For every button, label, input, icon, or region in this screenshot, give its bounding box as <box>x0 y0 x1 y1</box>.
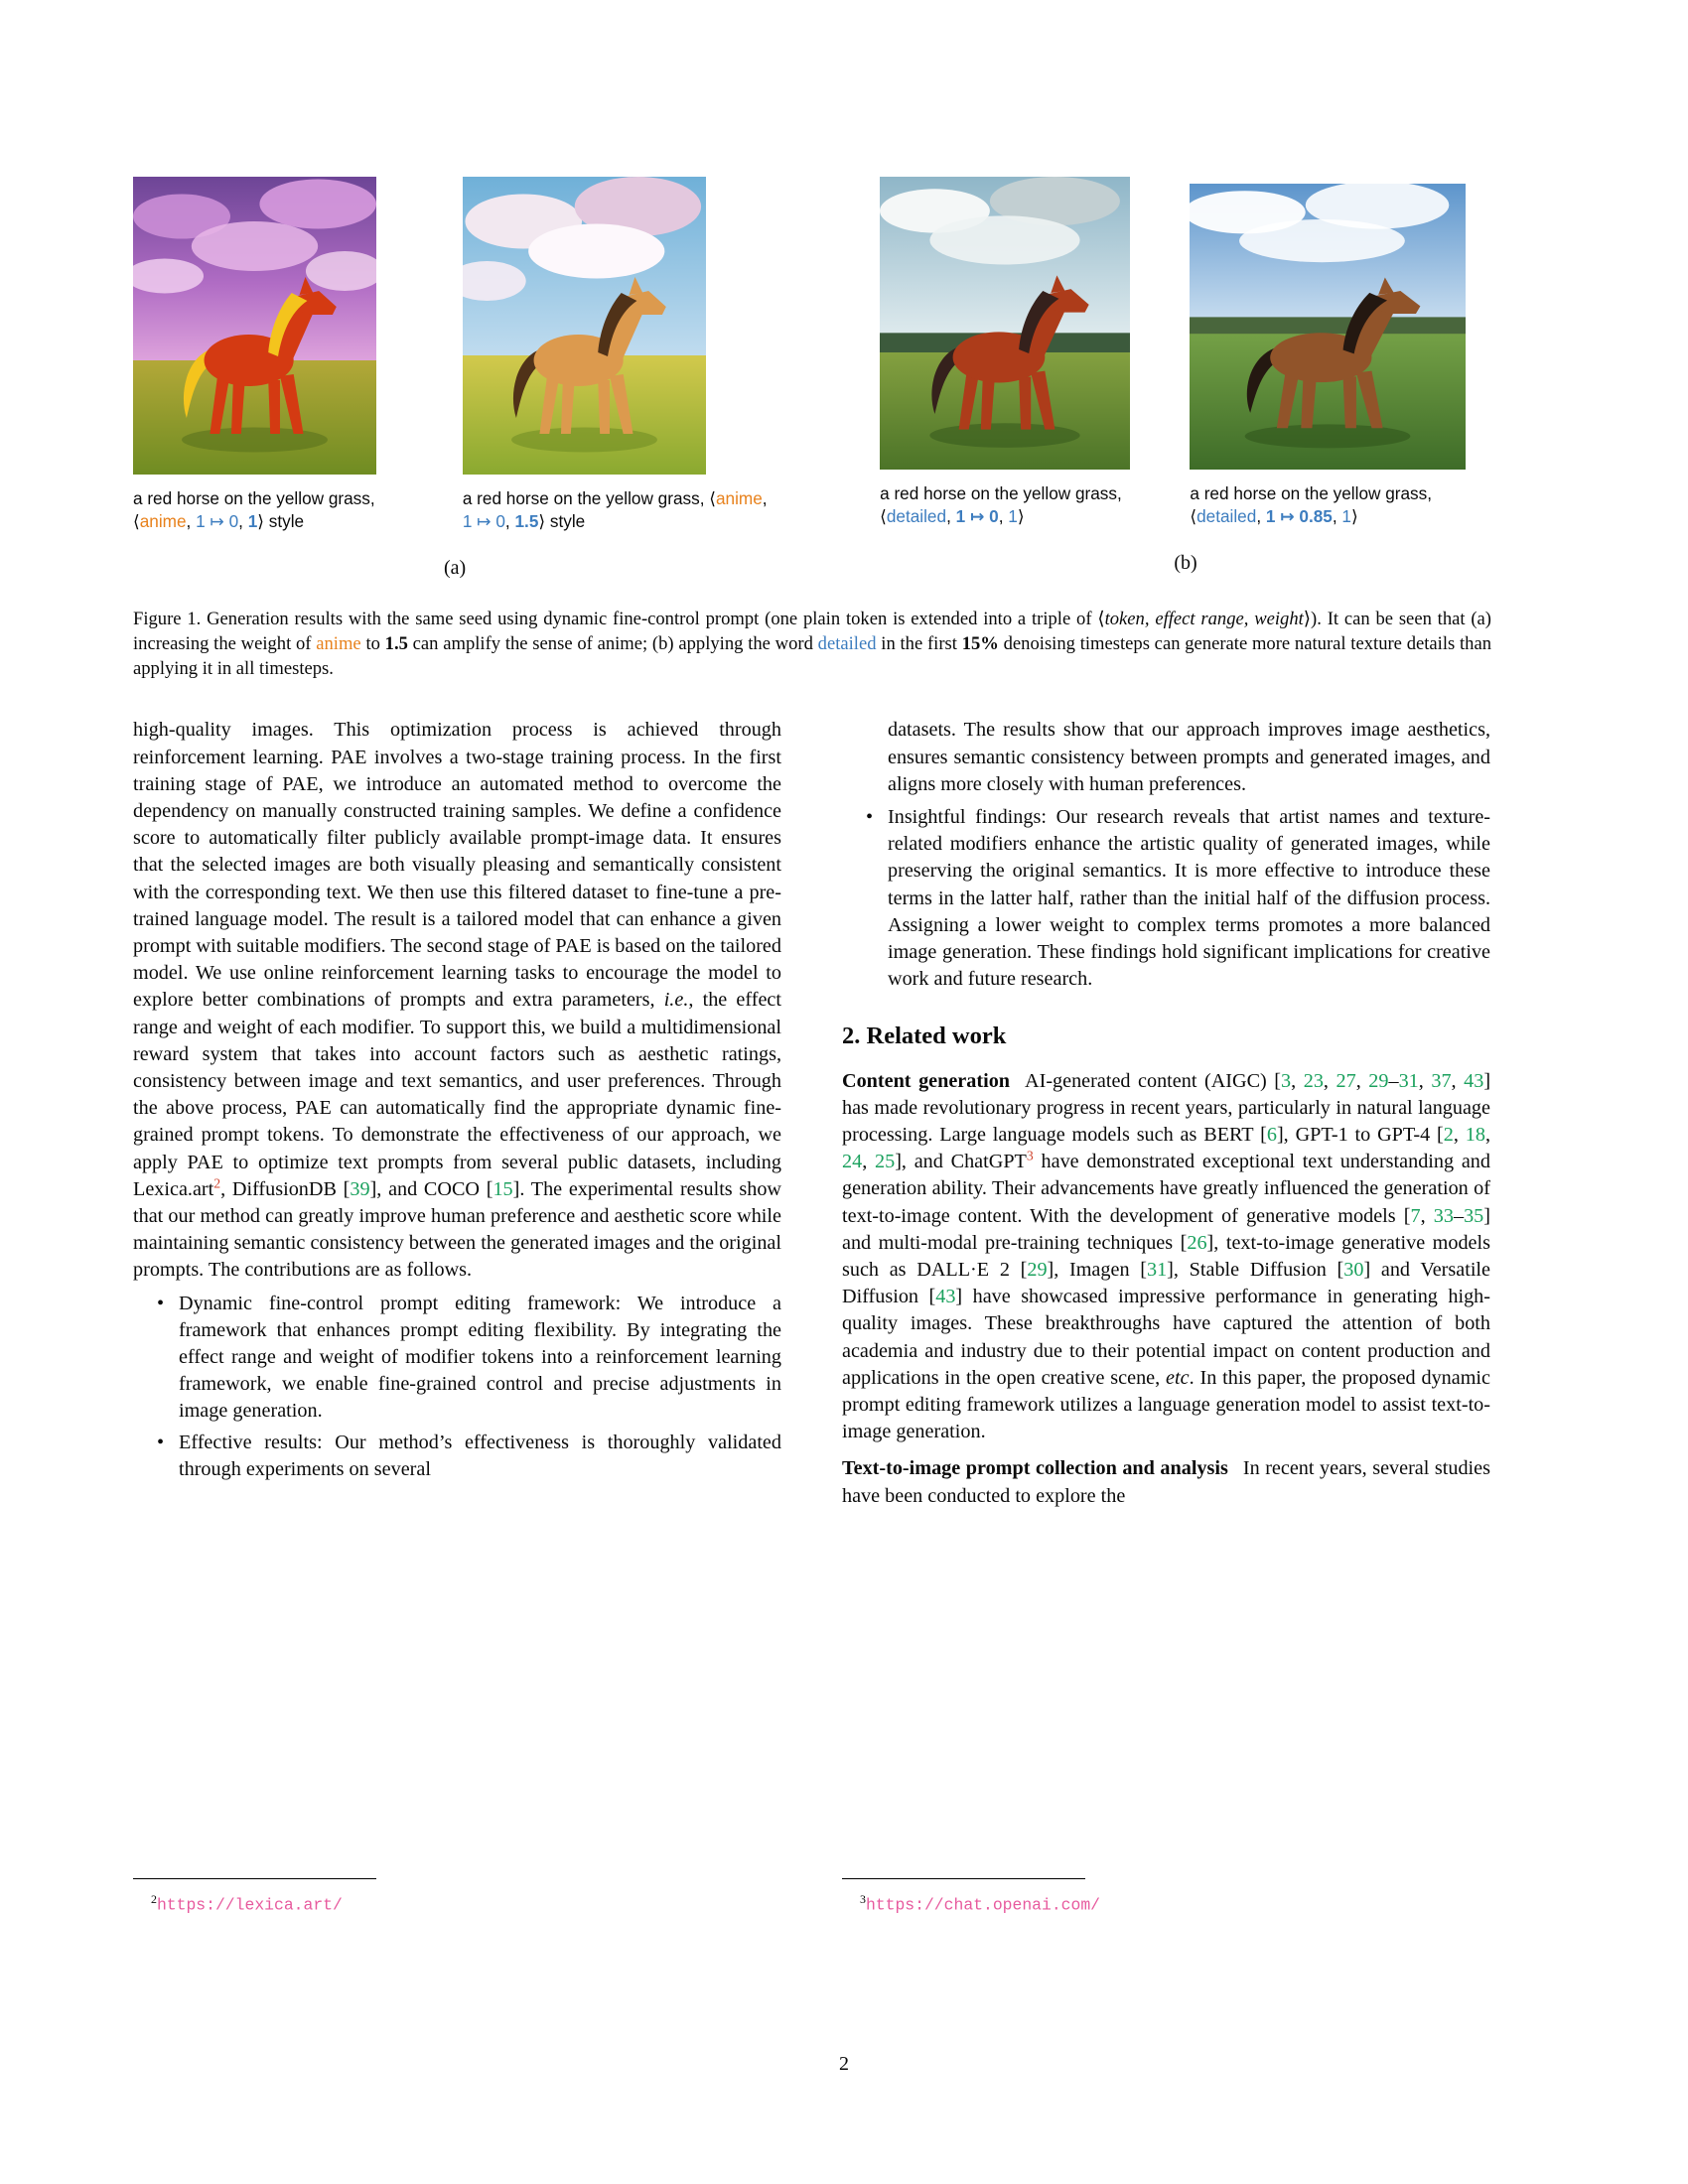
citation-link[interactable]: 39 <box>350 1177 370 1200</box>
citation-link[interactable]: 43 <box>1464 1069 1484 1092</box>
footnote-url-link[interactable]: https://chat.openai.com/ <box>865 1895 1101 1915</box>
bullet-item-insightful-findings <box>842 804 1490 993</box>
text-segment: , <box>1256 506 1266 526</box>
text-segment: 1 ↦ 0 <box>196 511 239 531</box>
text-segment: ⟩ style <box>538 511 586 531</box>
text-segment: a red horse on the yellow grass, ⟨ <box>133 488 375 531</box>
text-segment: In recent years, several studies have been conducted to explore the <box>842 1457 1490 1507</box>
text-segment: token, effect range, weight <box>1104 609 1304 629</box>
text-segment: , <box>186 511 197 531</box>
citation-link[interactable]: 23 <box>1303 1069 1324 1092</box>
text-segment: 1 ↦ 0 <box>462 511 505 531</box>
text-segment: , the effect range and weight of each modifier. To support this, we build a multidimensional reward system that takes into account factors such as aesthetic ratings, consistency between image and text semantics, and user preferences. Through the above process, PAE can automatically find the appropriate dynamic fine-grained prompt tokens. To demonstrate the effectiveness of our approach, we apply PAE to optimize text prompts from several public datasets, including Lexica.art <box>133 989 781 1200</box>
subfigure-a1 <box>133 177 437 533</box>
text-segment: datasets. The results show that our approach improves image aesthetics, ensures semantic consistency between prompts and generated images, and aligns more closely with human preferences. <box>888 719 1490 795</box>
text-segment: , <box>1453 1124 1466 1147</box>
text-segment: – <box>1453 1204 1465 1227</box>
subfigure-b1 <box>880 177 1164 528</box>
subfigure-caption-a1 <box>133 487 437 533</box>
text-segment: 1.5 <box>384 632 408 654</box>
text-segment: , <box>1420 1204 1434 1227</box>
citation-link[interactable]: 27 <box>1336 1069 1356 1092</box>
text-segment: ], GPT-1 to GPT-4 [ <box>1276 1124 1444 1147</box>
text-segment: ]. The experimental results show that our method can greatly improve human preference and aesthetic score while maintaining semantic consistency between the generated images and the original prompts. The contributions are as follows. <box>133 1177 781 1282</box>
text-segment: , <box>1323 1069 1336 1092</box>
bullet-item-effective-results <box>133 1430 781 1483</box>
figure-group-a <box>133 177 776 580</box>
text-segment: ], Imagen [ <box>1047 1259 1147 1282</box>
citation-link[interactable]: 26 <box>1187 1231 1207 1254</box>
citation-link[interactable]: 6 <box>1266 1124 1277 1147</box>
text-segment: anime <box>715 488 763 508</box>
text-segment: AI-generated content (AIGC) [ <box>1025 1069 1282 1092</box>
text-segment: 15% <box>961 632 999 654</box>
text-segment: , <box>862 1151 875 1173</box>
text-segment: , <box>946 506 956 526</box>
citation-link[interactable]: 18 <box>1465 1124 1485 1147</box>
text-segment: ], and COCO [ <box>369 1177 493 1200</box>
text-segment: denoising timesteps can generate more natural texture details than applying it in all timesteps. <box>133 632 1491 679</box>
bullet-continuation <box>842 717 1490 798</box>
text-segment: etc <box>1166 1366 1190 1389</box>
text-segment: ] have showcased impressive performance in generating high-quality images. These breakthroughs have captured the attention of both academia and industry due to their potential impact on content production and applications in the open creative scene, <box>842 1286 1490 1389</box>
text-segment: 1 ↦ 0.85 <box>1265 506 1333 526</box>
section-heading-related-work: 2. Related work <box>842 1023 1007 1050</box>
right-column <box>842 717 1490 1509</box>
text-segment: have demonstrated exceptional text understanding and generation ability. Their advancements have greatly influenced the generation of text-to-image content. With the development of generative models [ <box>842 1151 1490 1227</box>
figure-image-detailed-full <box>880 177 1130 470</box>
text-segment: i.e. <box>663 989 689 1012</box>
text-segment: ⟩ style <box>257 511 305 531</box>
text-segment: detailed <box>1196 506 1257 526</box>
horse-illustration-anime-2 <box>463 177 706 475</box>
subfigure-a2 <box>463 177 776 533</box>
text-segment: , <box>1332 506 1342 526</box>
text-segment: ⟩ <box>1017 506 1025 526</box>
citation-link[interactable]: 35 <box>1464 1204 1484 1227</box>
text-segment: anime <box>139 511 187 531</box>
text-segment: ] has made revolutionary progress in recent years, particularly in natural language processing. Large language models such as BERT [ <box>842 1069 1491 1147</box>
footnote-url-link[interactable]: https://lexica.art/ <box>156 1895 343 1915</box>
paragraph-pae-overview <box>133 717 781 1284</box>
citation-link[interactable]: 33 <box>1433 1204 1454 1227</box>
text-segment: , <box>1418 1069 1432 1092</box>
figure-image-row <box>133 177 1491 580</box>
text-segment: Figure 1. Generation results with the same seed using dynamic fine-control prompt (one plain token is extended into a triple of ⟨ <box>133 609 1105 629</box>
figure-group-b <box>880 177 1491 580</box>
text-segment: anime <box>316 632 361 654</box>
text-segment: , <box>1484 1124 1490 1147</box>
text-segment: Dynamic fine-control prompt editing framework: We introduce a framework that enhances prompt editing flexibility. By integrating the effect range and weight of modifier tokens into a reinforcement learning framework, we enable fine-grained control and precise adjustments in image generation. <box>179 1292 781 1423</box>
citation-link[interactable]: 15 <box>492 1177 513 1200</box>
paragraph-prompt-collection <box>842 1455 1490 1509</box>
citation-link[interactable]: 25 <box>875 1151 896 1173</box>
citation-link[interactable]: 30 <box>1343 1259 1364 1282</box>
subfigure-caption-b2 <box>1190 482 1491 528</box>
text-segment: . In this paper, the proposed dynamic prompt editing framework utilizes a language generation model to assist text-to-image generation. <box>842 1366 1490 1443</box>
subfigure-label-a: (a) <box>443 557 467 579</box>
footnote-chatgpt <box>842 1878 1490 1917</box>
contribution-list <box>133 1291 781 1483</box>
subfigure-label-b: (b) <box>1174 552 1197 574</box>
text-segment: , <box>998 506 1009 526</box>
horse-illustration-detailed-2 <box>1190 184 1466 470</box>
citation-link[interactable]: 43 <box>935 1286 956 1308</box>
figure-caption <box>133 608 1491 681</box>
text-segment: 1 ↦ 0 <box>955 506 999 526</box>
text-segment: , DiffusionDB [ <box>220 1177 351 1200</box>
citation-link[interactable]: 7 <box>1410 1204 1421 1227</box>
footnote-marker: 3 <box>860 1892 866 1906</box>
text-segment: , <box>504 511 515 531</box>
text-segment: Effective results: Our method’s effectiveness is thoroughly validated through experiments on several <box>179 1431 781 1480</box>
text-segment: a red horse on the yellow grass, ⟨ <box>880 483 1122 526</box>
text-segment: 1 <box>247 511 258 531</box>
left-column <box>133 717 781 1509</box>
citation-link[interactable]: 31 <box>1146 1259 1168 1282</box>
citation-link[interactable]: 2 <box>1443 1124 1454 1147</box>
figure-1 <box>133 177 1491 681</box>
figure-image-anime-weight1-5 <box>463 177 706 475</box>
text-segment: 1 <box>1008 506 1018 526</box>
page-content <box>133 0 1491 1510</box>
text-segment: detailed <box>817 632 877 654</box>
bullet-item-framework <box>133 1291 781 1426</box>
page-number: 2 <box>839 2053 849 2075</box>
body-columns <box>133 717 1491 1509</box>
text-segment: ] and Versatile Diffusion [ <box>842 1259 1490 1308</box>
citation-link[interactable]: 24 <box>842 1151 863 1173</box>
footnote-lexica <box>133 1878 781 1917</box>
text-segment: can amplify the sense of anime; (b) applying the word <box>407 632 818 654</box>
subfigure-caption-a2 <box>463 487 776 533</box>
contribution-list-continued <box>842 804 1490 993</box>
text-segment: detailed <box>886 506 947 526</box>
footnote-marker: 2 <box>151 1892 157 1906</box>
text-segment: , <box>1355 1069 1369 1092</box>
citation-link[interactable]: 29 <box>1368 1069 1389 1092</box>
subfigure-caption-b1 <box>880 482 1164 528</box>
text-segment: ], Stable Diffusion [ <box>1167 1259 1344 1282</box>
text-segment: a red horse on the yellow grass, ⟨ <box>462 488 716 508</box>
text-segment: , <box>762 488 768 508</box>
horse-illustration-detailed-1 <box>880 177 1130 470</box>
footnote-rule <box>842 1878 1085 1879</box>
horse-illustration-anime-1 <box>133 177 376 475</box>
text-segment: ⟩). It can be seen that (a) increasing the weight of <box>133 609 1491 654</box>
text-segment: ], and ChatGPT <box>895 1151 1027 1173</box>
text-segment: to <box>360 632 385 654</box>
subfigure-b2 <box>1190 184 1491 528</box>
footnote-ref[interactable]: 2 <box>213 1175 221 1191</box>
text-segment: – <box>1388 1069 1399 1092</box>
footnote-rule <box>133 1878 376 1879</box>
text-segment: , <box>238 511 248 531</box>
text-segment: 1.5 <box>514 511 539 531</box>
text-segment: ], text-to-image generative models such as DALL·E 2 [ <box>842 1231 1490 1282</box>
text-segment: high-quality images. This optimization process is achieved through reinforcement learning. PAE involves a two-stage training process. In the first training stage of PAE, we introduce an automated method to overcome the dependency on manually constructed training samples. We define a confidence score to automatically filter publicly available prompt-image data. It ensures that the selected images are both visually pleasing and semantically consistent with the corresponding text. We then use this filtered dataset to fine-tune a pre-trained language model. The result is a tailored model that can enhance a given prompt with suitable modifiers. The second stage of PAE is based on the tailored model. We use online reinforcement learning tasks to encourage the model to explore better combinations of prompts and extra parameters, <box>133 719 781 1012</box>
citation-link[interactable]: 31 <box>1398 1069 1419 1092</box>
footnote-ref[interactable]: 3 <box>1026 1148 1034 1163</box>
text-segment: ⟩ <box>1350 506 1358 526</box>
text-segment: Insightful findings: Our research reveals that artist names and texture-related modifiers enhance the artistic quality of generated images, while preserving the original semantics. It is more effective to introduce these terms in the latter half, rather than the initial half of the diffusion process. Assigning a lower weight to complex terms promotes a more balanced image generation. These findings hold significant implications for creative work and future research. <box>888 806 1490 991</box>
text-segment: a red horse on the yellow grass, ⟨ <box>1190 483 1432 526</box>
paragraph-content-generation <box>842 1068 1490 1446</box>
figure-image-anime-weight1 <box>133 177 376 475</box>
text-segment: , <box>1291 1069 1304 1092</box>
text-segment: Text-to-image prompt collection and analysis <box>842 1457 1228 1480</box>
citation-link[interactable]: 3 <box>1281 1069 1292 1092</box>
figure-image-detailed-early <box>1190 184 1466 470</box>
citation-link[interactable]: 37 <box>1431 1069 1452 1092</box>
text-segment: , <box>1451 1069 1465 1092</box>
text-segment: 1 <box>1341 506 1351 526</box>
text-segment: ] and multi-modal pre-training techniques [ <box>842 1204 1490 1254</box>
text-segment: Content generation <box>842 1069 1011 1092</box>
citation-link[interactable]: 29 <box>1027 1259 1048 1282</box>
text-segment: in the first <box>876 632 962 654</box>
